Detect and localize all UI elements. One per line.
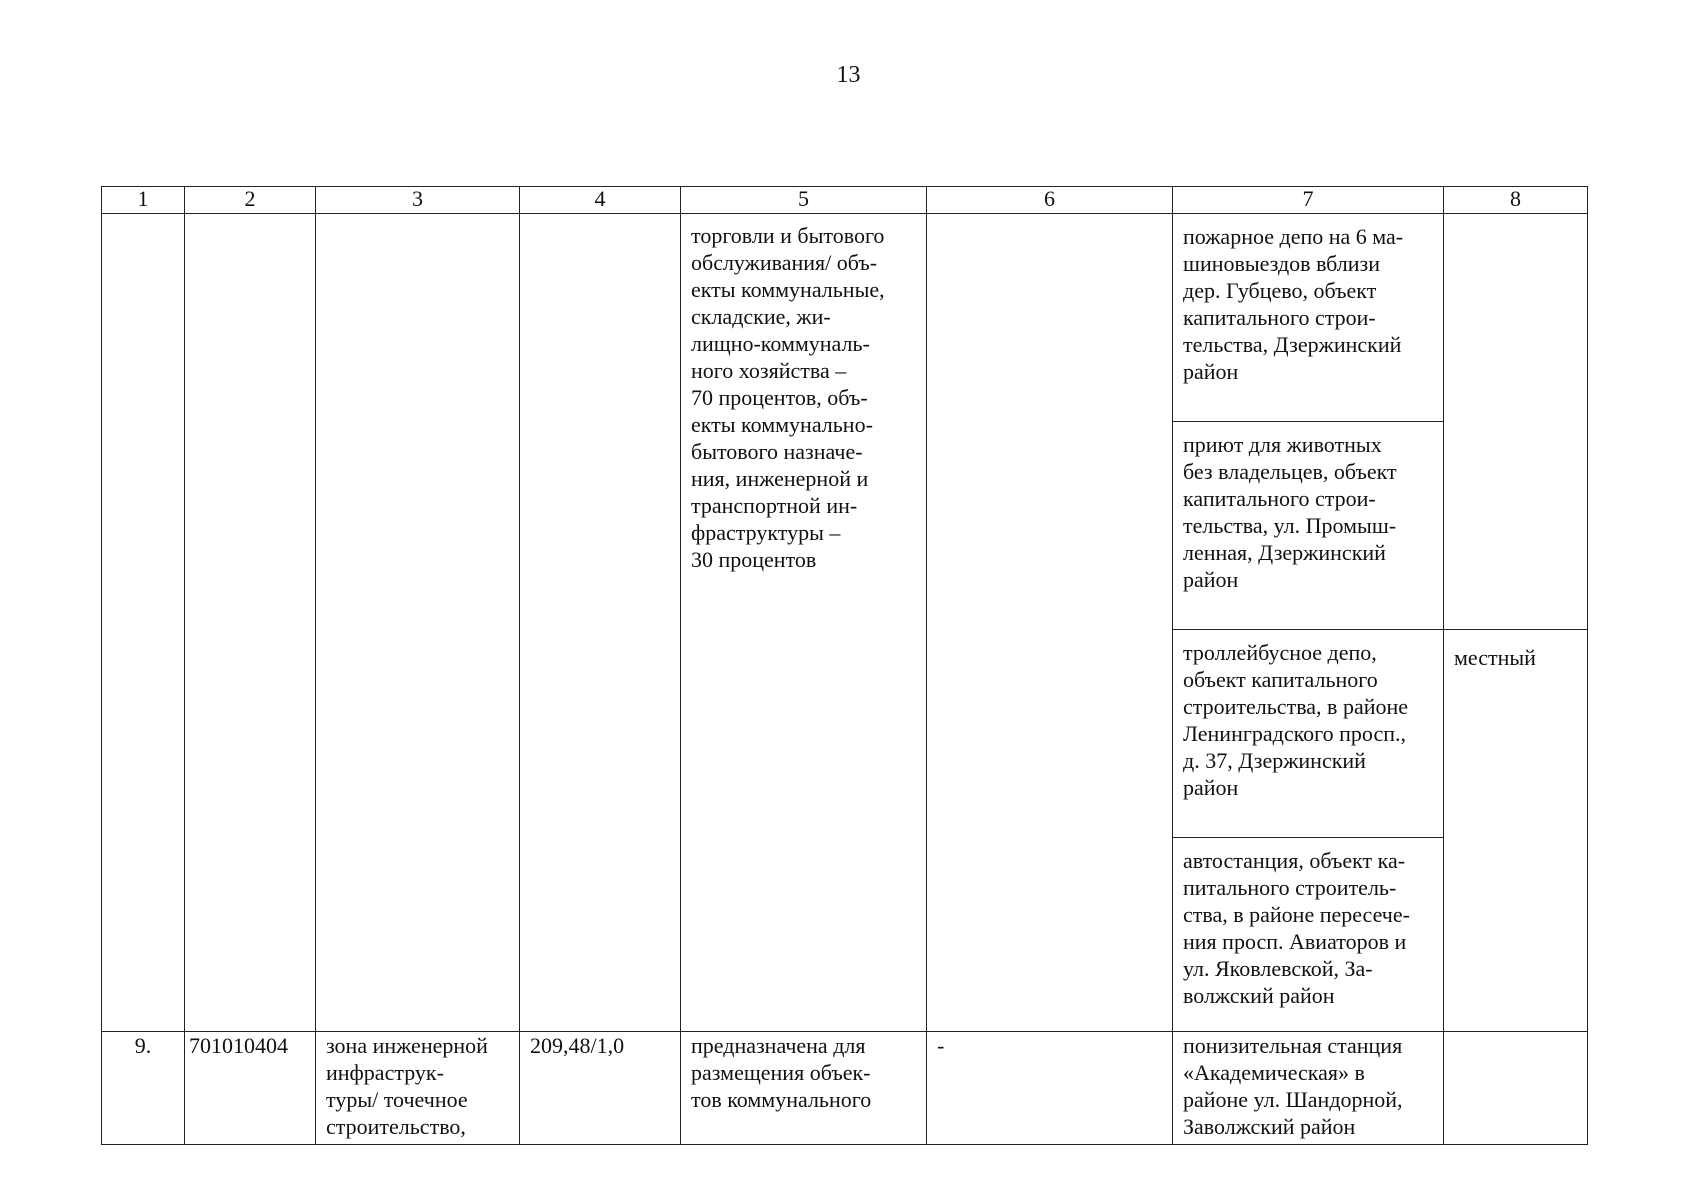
header-col-1: 1 <box>102 187 185 214</box>
cell-object: понизительная станция «Академическая» в районе ул. Шандорной, Заволжский район <box>1173 1032 1444 1145</box>
header-col-4: 4 <box>520 187 681 214</box>
cell-area: 209,48/1,0 <box>520 1032 681 1145</box>
cell-col-7-object-1: пожарное депо на 6 ма- шиновыездов вблизи дер. Губцево, объект капитального строи- тельства, Дзержинский район <box>1173 214 1444 422</box>
header-col-8: 8 <box>1444 187 1588 214</box>
cell-col-5-purpose: торговли и бытового обслуживания/ объ- екты коммунальные, складские, жи- лищно-коммуналь- ного хозяйства – 70 процентов, объ- екты коммунально- бытового назначе- ния, инженерной и транспортной ин- фраструктуры – 30 процентов <box>681 214 927 1032</box>
cell-col-4 <box>520 214 681 1032</box>
cell-col-1 <box>102 214 185 1032</box>
header-row <box>102 187 1588 214</box>
cell-col-6 <box>927 214 1173 1032</box>
cell-col-7-object-2: приют для животных без владельцев, объект капитального строи- тельства, ул. Промыш- ленная, Дзержинский район <box>1173 422 1444 630</box>
cell-col-8 <box>1444 1032 1588 1145</box>
cell-col-2 <box>185 214 316 1032</box>
cell-col-7-object-3: троллейбусное депо, объект капитального строительства, в районе Ленинградского просп., д. 37, Дзержинский район <box>1173 630 1444 838</box>
header-col-3: 3 <box>316 187 520 214</box>
header-col-6: 6 <box>927 187 1173 214</box>
table-row <box>102 1032 1588 1145</box>
cell-col-3 <box>316 214 520 1032</box>
cell-col-7-object-4: автостанция, объект ка- питального строитель- ства, в районе пересече- ния просп. Авиаторов и ул. Яковлевской, За- волжский район <box>1173 838 1444 1032</box>
cell-zone-code: 701010404 <box>185 1032 316 1145</box>
cell-col-6: - <box>927 1032 1173 1145</box>
header-col-7: 7 <box>1173 187 1444 214</box>
cell-col-8-empty <box>1444 214 1588 630</box>
cell-purpose: предназначена для размещения объек- тов коммунального <box>681 1032 927 1145</box>
header-col-2: 2 <box>185 187 316 214</box>
cell-row-number: 9. <box>102 1032 185 1145</box>
header-col-5: 5 <box>681 187 927 214</box>
data-table <box>101 186 1588 1145</box>
cell-col-8-significance: местный <box>1444 630 1588 1032</box>
cell-zone-name: зона инженерной инфраструк- туры/ точечное строительство, <box>316 1032 520 1145</box>
table-row <box>102 214 1588 422</box>
page-number: 13 <box>836 62 861 88</box>
